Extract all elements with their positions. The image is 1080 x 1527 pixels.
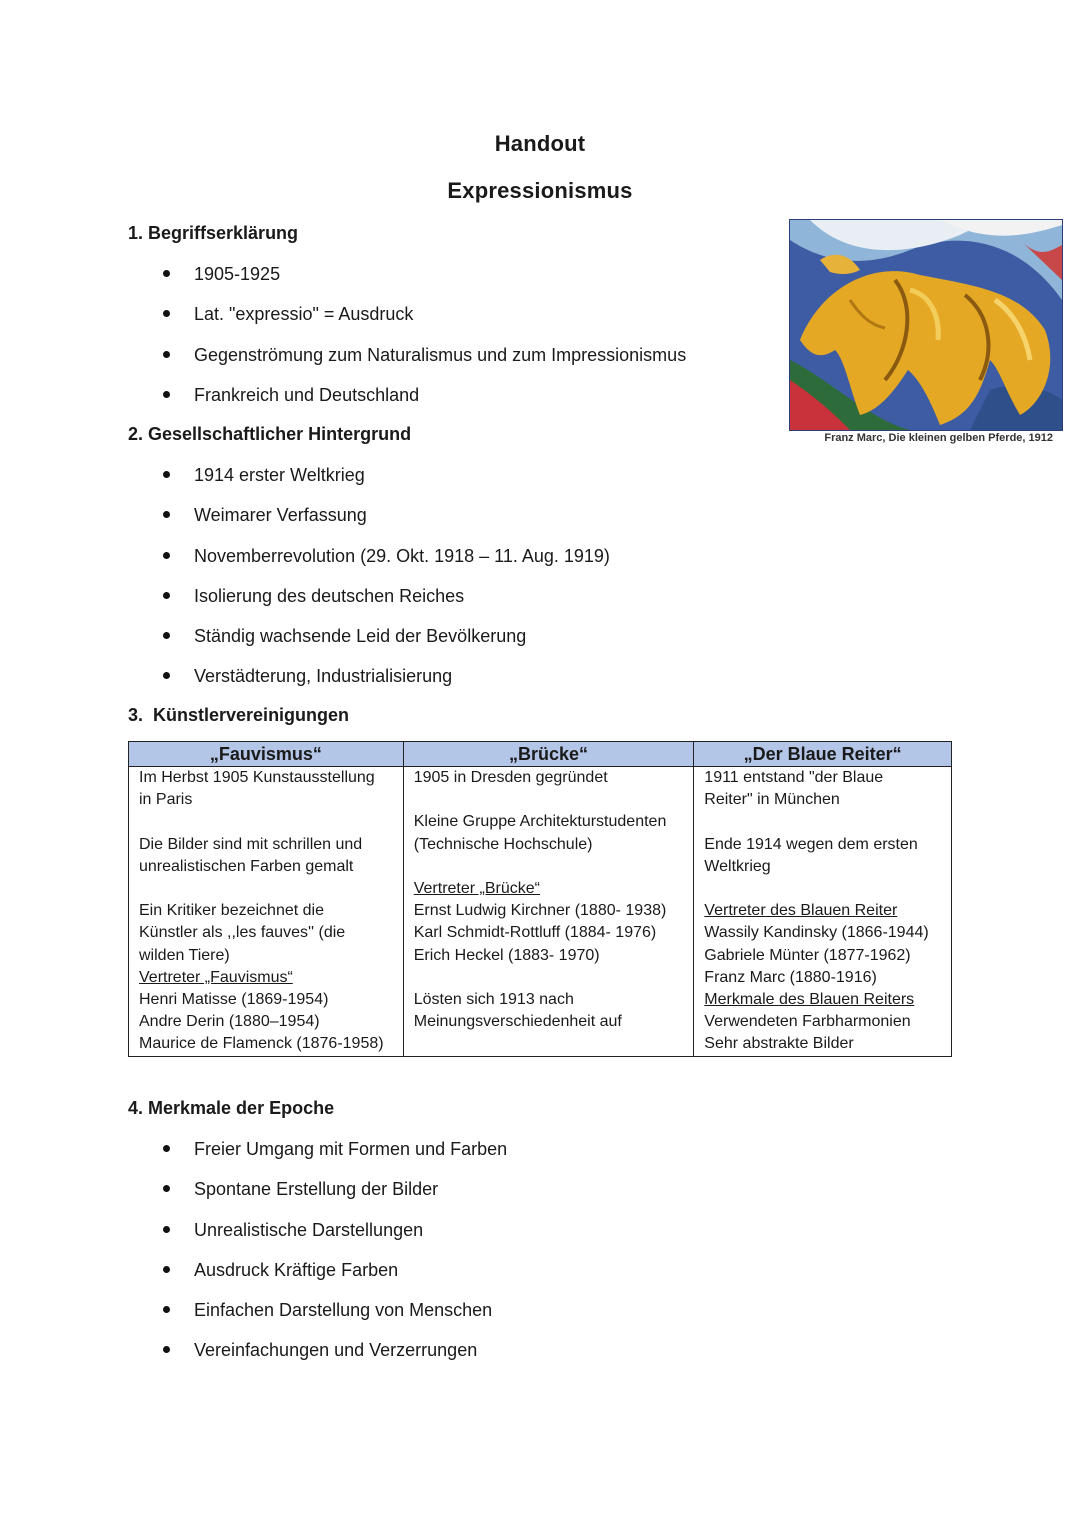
table-cell-line: Ende 1914 wegen dem ersten [704,835,918,853]
table-cell-blauer-reiter [694,767,952,1057]
section-heading-hintergrund: 2. Gesellschaftlicher Hintergrund [128,424,412,444]
table-cell-line: (Technische Hochschule) [413,835,593,853]
table-cell-fauvismus [129,767,404,1057]
table-cell-line: unrealistischen Farben gemalt [139,857,354,875]
table-cell-line: Lösten sich 1913 nach [413,990,574,1008]
section-heading-merkmale: 4. Merkmale der Epoche [128,1098,335,1118]
list-item: 1905-1925 [160,261,686,301]
table-cell-line: Franz Marc (1880-1916) [704,968,877,986]
list-item: Weimarer Verfassung [160,502,610,542]
list-item: Ausdruck Kräftige Farben [160,1257,507,1297]
table-cell-line: Die Bilder sind mit schrillen und [139,835,363,853]
list-item: Spontane Erstellung der Bilder [160,1176,507,1216]
table-cell-line: Meinungsverschiedenheit auf [413,1013,622,1031]
painting-caption: Franz Marc, Die kleinen gelben Pferde, 1912 [824,432,1053,444]
page-subtitle: Expressionismus [447,178,633,203]
list-item: Gegenströmung zum Naturalismus und zum Impressionismus [160,342,686,382]
table-cell-line: Gabriele Münter (1877-1962) [704,946,911,964]
table-cell-line: Im Herbst 1905 Kunstausstellung [139,769,375,786]
column-header-blauer-reiter: „Der Blaue Reiter“ [694,742,952,767]
list-item: Vereinfachungen und Verzerrungen [160,1337,507,1377]
table-cell-line: wilden Tiere) [139,946,230,964]
table-cell-line [139,878,395,900]
table-cell-line: Erich Heckel (1883- 1970) [413,946,600,964]
table-cell-line: Verwendeten Farbharmonien [704,1013,911,1031]
table-row [129,767,952,1057]
table-cell-line: Kleine Gruppe Architekturstudenten [413,813,667,831]
bullet-list-merkmale [160,1136,507,1378]
column-header-fauvismus: „Fauvismus“ [129,742,404,767]
page-title: Handout [494,131,586,156]
table-cell-line: Henri Matisse (1869-1954) [139,991,329,1008]
list-item: Verstädterung, Industrialisierung [160,663,610,703]
list-item: Unrealistische Darstellungen [160,1217,507,1257]
table-cell-line [414,856,686,878]
table-cell-bruecke [403,767,694,1057]
section-heading-begriffserklaerung: 1. Begriffserklärung [128,223,299,243]
column-header-bruecke: „Brücke“ [403,742,694,767]
table-cell-line: Maurice de Flamenck (1876-1958) [139,1035,384,1053]
table-cell-line [414,789,686,811]
list-item: Novemberrevolution (29. Okt. 1918 – 11. Aug. 1919) [160,543,610,583]
table-cell-line: Weltkrieg [704,857,771,875]
table-cell-line: Reiter" in München [704,791,840,809]
table-cell-line: Ernst Ludwig Kirchner (1880- 1938) [413,902,667,920]
table-cell-line: Vertreter des Blauen Reiter [704,902,898,920]
table-cell-line [704,878,943,900]
table-cell-line: Merkmale des Blauen Reiters [704,991,915,1008]
table-cell-line: Vertreter „Fauvismus“ [139,968,293,986]
table-cell-line: Ein Kritiker bezeichnet die [139,902,324,920]
table-cell-line [139,811,395,833]
list-item: Isolierung des deutschen Reiches [160,583,610,623]
table-cell-line: Karl Schmidt-Rottluff (1884- 1976) [413,924,657,942]
section-heading-kuenstlervereinigungen: 3. Künstlervereinigungen [128,705,350,725]
list-item: Einfachen Darstellung von Menschen [160,1297,507,1337]
table-cell-line: 1905 in Dresden gegründet [413,769,608,786]
table-cell-line [414,967,686,989]
list-item: Lat. "expressio" = Ausdruck [160,301,686,341]
painting-image [789,219,1063,431]
list-item: 1914 erster Weltkrieg [160,462,610,502]
table-cell-line [704,811,943,833]
table-cell-line: Andre Derin (1880–1954) [139,1013,320,1031]
table-header-row [129,742,952,767]
bullet-list-hintergrund [160,462,610,704]
list-item: Ständig wachsende Leid der Bevölkerung [160,623,610,663]
table-cell-line: Künstler als ,,les fauves'' (die [139,924,346,942]
table-cell-line: 1911 entstand "der Blaue [704,769,884,786]
table-cell-line: Wassily Kandinsky (1866-1944) [704,924,929,942]
table-cell-line: Vertreter „Brücke“ [413,879,540,897]
list-item: Freier Umgang mit Formen und Farben [160,1136,507,1176]
table-cell-line: Sehr abstrakte Bilder [704,1035,854,1053]
table-cell-line: in Paris [139,791,193,809]
kuenstlervereinigungen-table [128,741,952,1057]
bullet-list-begriffserklaerung [160,261,686,422]
list-item: Frankreich und Deutschland [160,382,686,422]
